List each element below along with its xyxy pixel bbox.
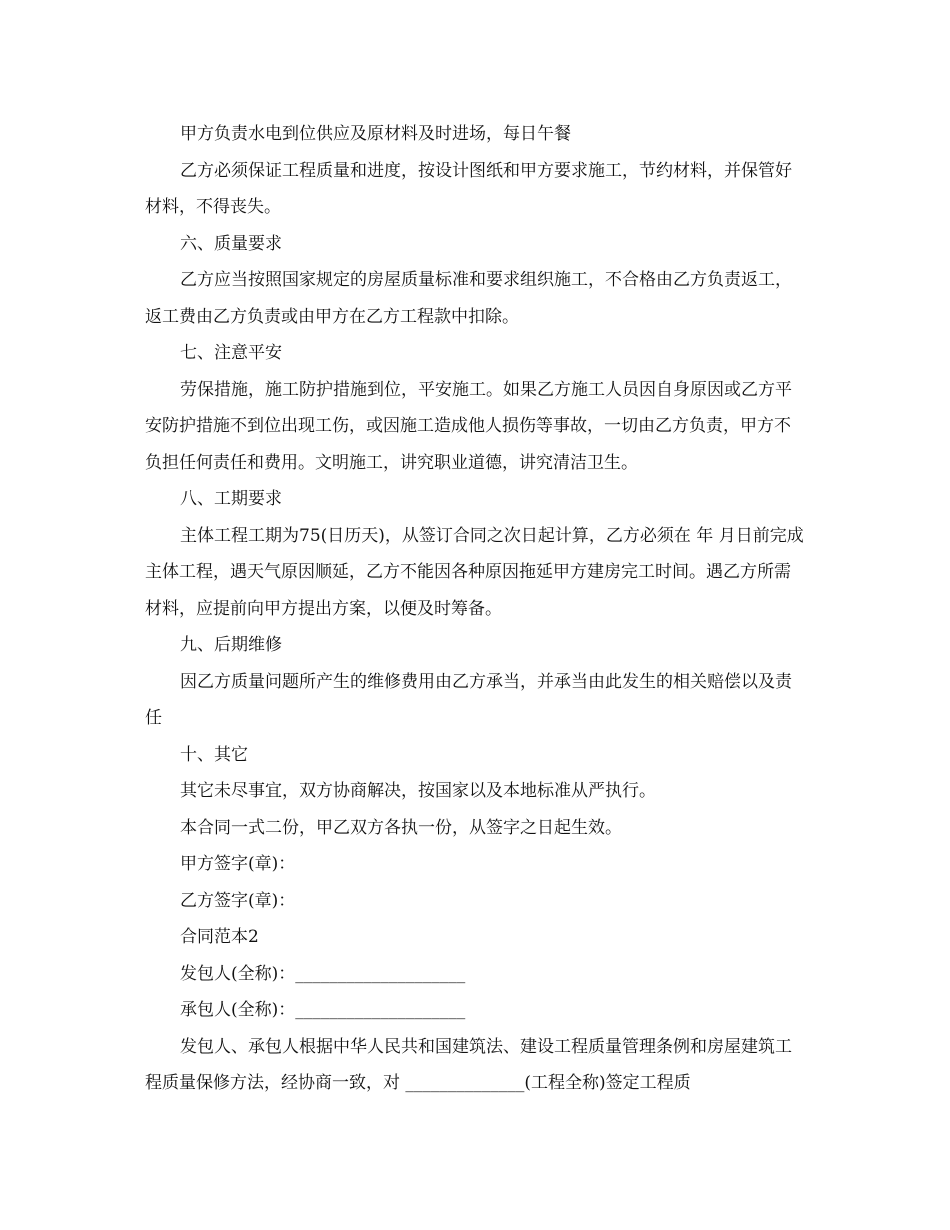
paragraph-supply: 甲方负责水电到位供应及原材料及时进场，每日午餐 (180, 124, 571, 144)
heading-contract-template-2: 合同范本2 (180, 927, 259, 947)
paragraph-maintenance: 因乙方质量问题所产生的维修费用由乙方承当，并承当由此发生的相关赔偿以及责任 (145, 671, 792, 728)
paragraph-other-matters: 其它未尽事宜，双方协商解决，按国家以及本地标准从严执行。 (180, 781, 656, 801)
heading-schedule: 八、工期要求 (180, 489, 282, 509)
heading-quality-requirements: 六、质量要求 (180, 233, 282, 254)
contractor-receiver-field: 承包人(全称)：____________________ (180, 1000, 466, 1020)
party-b-signature: 乙方签字(章)： (180, 890, 296, 911)
paragraph-copies: 本合同一式二份，甲乙双方各执一份，从签字之日起生效。 (180, 817, 622, 838)
heading-safety: 七、注意平安 (180, 343, 282, 363)
heading-other: 十、其它 (180, 744, 248, 765)
document-body (145, 116, 805, 1102)
paragraph-quality-standard: 乙方应当按照国家规定的房屋质量标准和要求组织施工，不合格由乙方负责返工，返工费由乙方负责或由甲方在乙方工程款中扣除。 (145, 270, 792, 327)
party-a-signature: 甲方签字(章)： (180, 854, 296, 874)
heading-maintenance: 九、后期维修 (180, 635, 282, 655)
paragraph-safety-measures: 劳保措施，施工防护措施到位，平安施工。如果乙方施工人员因自身原因或乙方平安防护措施不到位出现工伤，或因施工造成他人损伤等事故，一切由乙方负责，甲方不负担任何责任和费用。文明施工，讲究职业道德，讲究清洁卫生。 (145, 379, 792, 473)
paragraph-schedule: 主体工程工期为75(日历天)，从签订合同之次日起计算，乙方必须在 年 月日前完成主体工程，遇天气原因顺延，乙方不能因各种原因拖延甲方建房完工时间。遇乙方所需材料，应提前向甲方提出方案，以便及时筹备。 (145, 525, 804, 619)
contractor-issuer-field: 发包人(全称)：____________________ (180, 963, 466, 984)
paragraph-warranty-intro: 发包人、承包人根据中华人民共和国建筑法、建设工程质量管理条例和房屋建筑工程质量保修方法，经协商一致，对 ______________(工程全称)签定工程质 (145, 1036, 792, 1093)
paragraph-quality-progress: 乙方必须保证工程质量和进度，按设计图纸和甲方要求施工，节约材料，并保管好材料，不得丧失。 (145, 160, 792, 217)
